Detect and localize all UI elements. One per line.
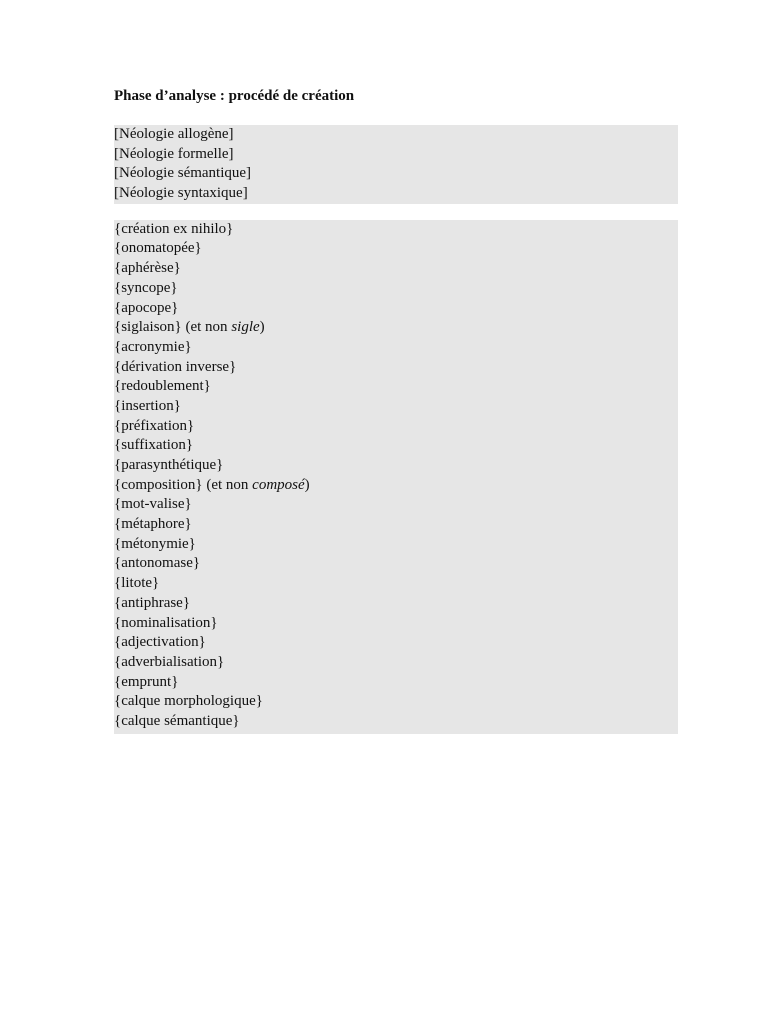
- document-page: [114, 86, 678, 734]
- page-heading: Phase d’analyse : procédé de création: [114, 88, 355, 104]
- process-item: {préfixation}: [114, 417, 195, 434]
- category-item-allogene: [Néologie allogène]: [114, 126, 234, 142]
- process-item: {antiphrase}: [114, 594, 191, 611]
- process-item: {création ex nihilo}: [114, 220, 234, 237]
- process-note: [203, 477, 310, 493]
- note-term: sigle: [231, 319, 260, 336]
- process-item: {dérivation inverse}: [114, 358, 237, 375]
- process-item: {métonymie}: [114, 535, 196, 552]
- creation-processes-list: [114, 220, 678, 734]
- process-label: {composition}: [114, 476, 203, 493]
- neology-categories-list: [114, 125, 678, 204]
- process-item-siglaison: [114, 318, 678, 338]
- process-item: {acronymie}: [114, 338, 192, 355]
- category-item-semantique: [Néologie sémantique]: [114, 165, 252, 182]
- process-item: {apocope}: [114, 299, 179, 316]
- process-item: {calque sémantique}: [114, 712, 240, 729]
- note-suffix: ): [304, 476, 310, 493]
- process-item: {métaphore}: [114, 516, 192, 533]
- process-item: {parasynthétique}: [114, 457, 224, 473]
- category-item-syntaxique: [Néologie syntaxique]: [114, 185, 248, 202]
- process-item: {aphérèse}: [114, 260, 181, 277]
- note-suffix: ): [259, 319, 265, 336]
- note-prefix: (et non: [181, 319, 232, 336]
- process-item: {emprunt}: [114, 673, 179, 690]
- process-item-composition: [114, 476, 678, 496]
- process-item: {antonomase}: [114, 555, 201, 572]
- process-item: {adverbialisation}: [114, 653, 225, 670]
- process-item: {litote}: [114, 575, 160, 592]
- process-label: {siglaison}: [114, 319, 182, 336]
- process-item: {adjectivation}: [114, 634, 206, 651]
- process-item: {onomatopée}: [114, 240, 202, 257]
- process-item: {suffixation}: [114, 437, 194, 454]
- process-item: {insertion}: [114, 397, 181, 414]
- process-item: {nominalisation}: [114, 614, 218, 631]
- process-item: {mot-valise}: [114, 496, 192, 513]
- category-item-formelle: [Néologie formelle]: [114, 145, 234, 162]
- note-prefix: (et non: [202, 476, 253, 493]
- process-note: [182, 319, 265, 335]
- process-item: {syncope}: [114, 279, 178, 296]
- note-term: composé: [252, 476, 305, 493]
- process-item: {calque morphologique}: [114, 693, 263, 710]
- process-item: {redoublement}: [114, 378, 211, 395]
